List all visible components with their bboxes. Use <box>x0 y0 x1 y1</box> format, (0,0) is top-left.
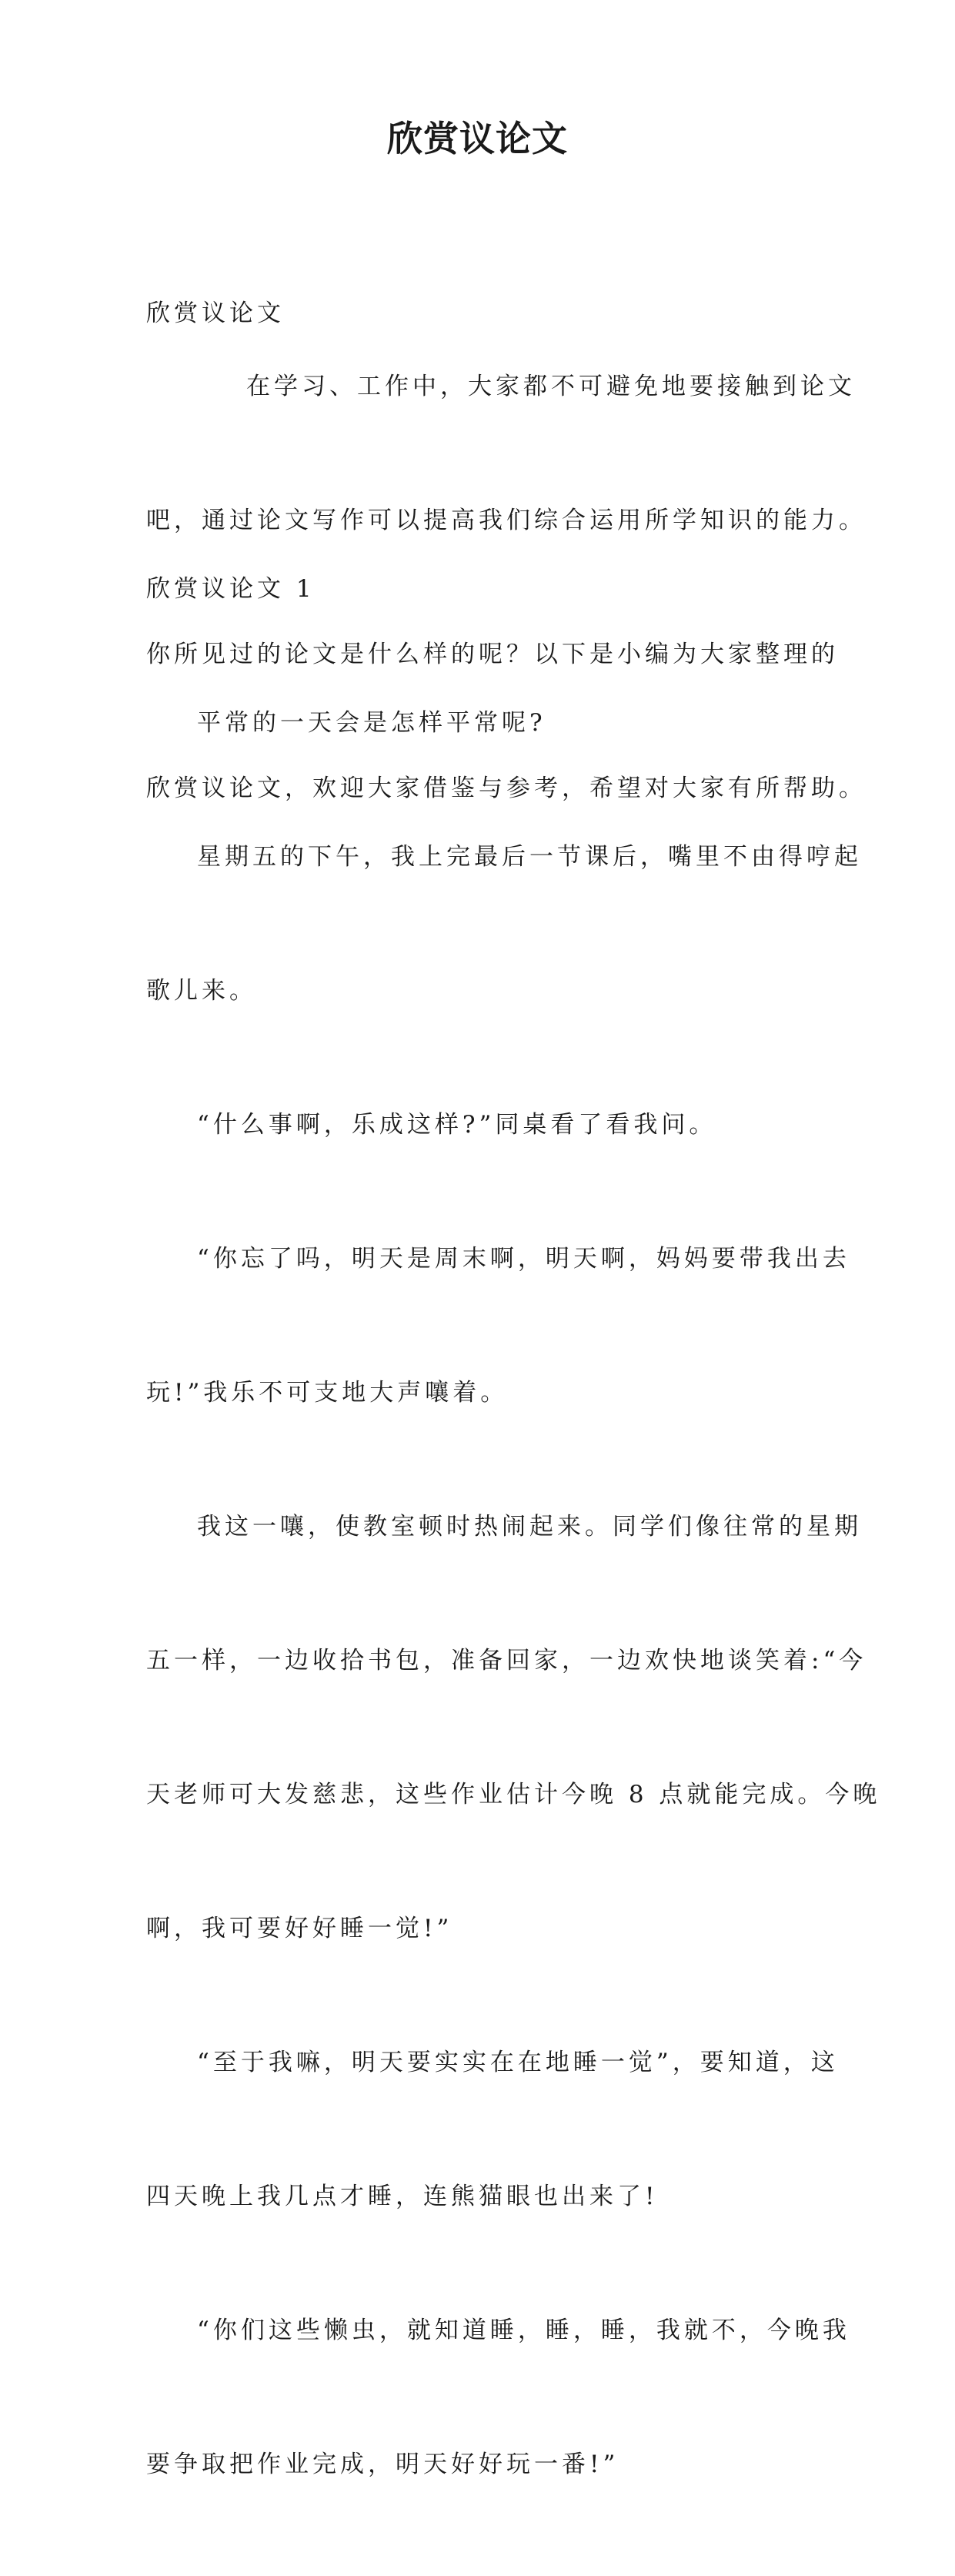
paragraph-line: “至于我嘛，明天要实实在在地睡一觉”，要知道，这 <box>197 2049 839 2076</box>
intro-line: 吧，通过论文写作可以提高我们综合运用所学知识的能力。 <box>146 507 867 534</box>
paragraph-line: “你们这些懒虫，就知道睡，睡，睡，我就不，今晚我 <box>197 2317 850 2344</box>
paragraph-line: 天老师可大发慈悲，这些作业估计今晚 8 点就能完成。今晚 <box>146 1781 881 1808</box>
intro-line: 欣赏议论文，欢迎大家借鉴与参考，希望对大家有所帮助。 <box>146 774 867 802</box>
paragraph-line: “什么事啊，乐成这样?”同桌看了看我问。 <box>197 1111 717 1139</box>
paragraph-line: 啊，我可要好好睡一觉!” <box>146 1915 453 1942</box>
paragraph-line: 要争取把作业完成，明天好好玩一番!” <box>146 2451 619 2478</box>
paragraph-line: 星期五的下午，我上完最后一节课后，嘴里不由得哼起 <box>197 843 862 871</box>
subtitle-text: 欣赏议论文 <box>146 299 285 327</box>
paragraph-line: 四天晚上我几点才睡，连熊猫眼也出来了! <box>146 2183 659 2210</box>
section-1 <box>146 477 881 2576</box>
page-title: 欣赏议论文 <box>387 118 568 159</box>
intro-line: 在学习、工作中，大家都不可避免地要接触到论文 <box>246 373 856 400</box>
paragraph-line: 我这一嚷，使教室顿时热闹起来。同学们像往常的星期 <box>197 1513 862 1541</box>
intro-line: 你所见过的论文是什么样的呢？以下是小编为大家整理的 <box>146 641 839 668</box>
paragraph-line: 歌儿来。 <box>146 977 257 1005</box>
paragraph-line: 平常的一天会是怎样平常呢? <box>197 709 546 737</box>
section-heading: 欣赏议论文 1 <box>146 575 316 603</box>
paragraph-line: 五一样，一边收拾书包，准备回家，一边欢快地谈笑着:“今 <box>146 1647 867 1674</box>
paragraph-line: “你忘了吗，明天是周末啊，明天啊，妈妈要带我出去 <box>197 1245 850 1273</box>
paragraph-line: 玩!”我乐不可支地大声嚷着。 <box>146 1379 509 1407</box>
